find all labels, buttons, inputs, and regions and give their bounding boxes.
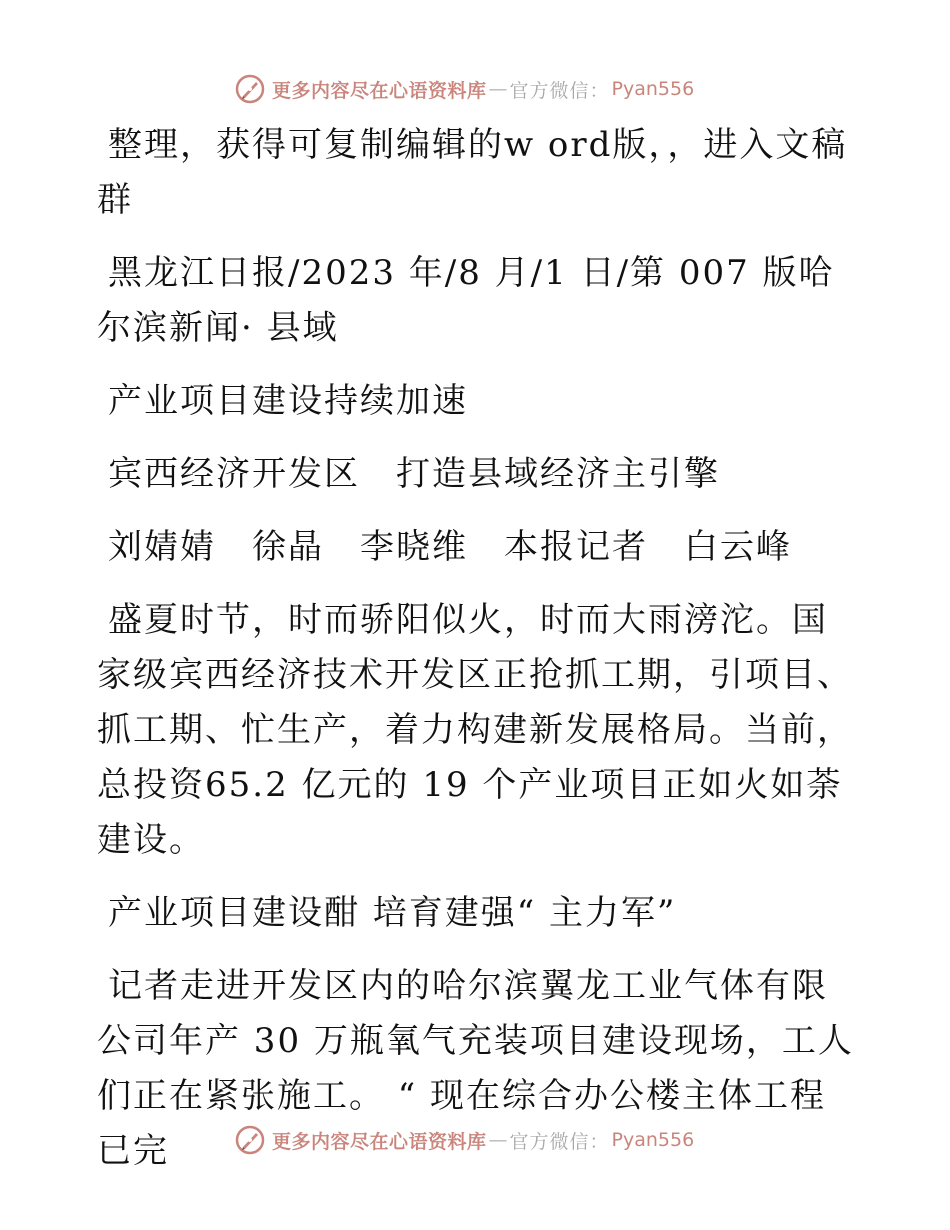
paragraph-intro: 整理，获得可复制编辑的w ord版，，进入文稿群 (97, 125, 848, 220)
paragraph-section-title: 产业项目建设酣 培育建强“ 主力军” (108, 893, 677, 933)
header-watermark (234, 72, 694, 106)
paragraph-subheadline: 宾西经济开发区 打造县域经济主引擎 (108, 454, 720, 494)
document-body (97, 118, 857, 1197)
paragraph-authors: 刘婧婧 徐晶 李晓维 本报记者 白云峰 (108, 527, 792, 567)
footer-watermark (234, 1123, 694, 1157)
watermark-wechat-id: Pyan556 (611, 78, 695, 100)
watermark-dash: — (488, 78, 508, 100)
watermark-wechat-id: Pyan556 (611, 1129, 695, 1151)
pen-logo-icon (234, 1124, 266, 1156)
pen-logo-icon (234, 73, 266, 105)
paragraph-source: 黑龙江日报/2023 年/8 月/1 日/第 007 版哈尔滨新闻· 县域 (97, 253, 835, 348)
paragraph-lead: 盛夏时节，时而骄阳似火，时而大雨滂沱。国家级宾西经济技术开发区正抢抓工期，引项目、抓工期、忙生产，着力构建新发展格局。当前，总投资65.2 亿元的 19 个产业项目正如火如荼建设。 (97, 600, 853, 860)
paragraph-body: 记者走进开发区内的哈尔滨翼龙工业气体有限公司年产 30 万瓶氧气充装项目建设现场，工人们正在紧张施工。 “ 现在综合办公楼主体工程已完 (97, 966, 854, 1171)
watermark-main-text: 更多内容尽在心语资料库 (272, 79, 487, 102)
watermark-main-text: 更多内容尽在心语资料库 (272, 1130, 487, 1153)
watermark-dash: — (488, 1129, 508, 1151)
watermark-official-label: 官方微信： (509, 79, 610, 102)
watermark-official-label: 官方微信： (509, 1130, 610, 1153)
paragraph-headline: 产业项目建设持续加速 (108, 381, 468, 421)
